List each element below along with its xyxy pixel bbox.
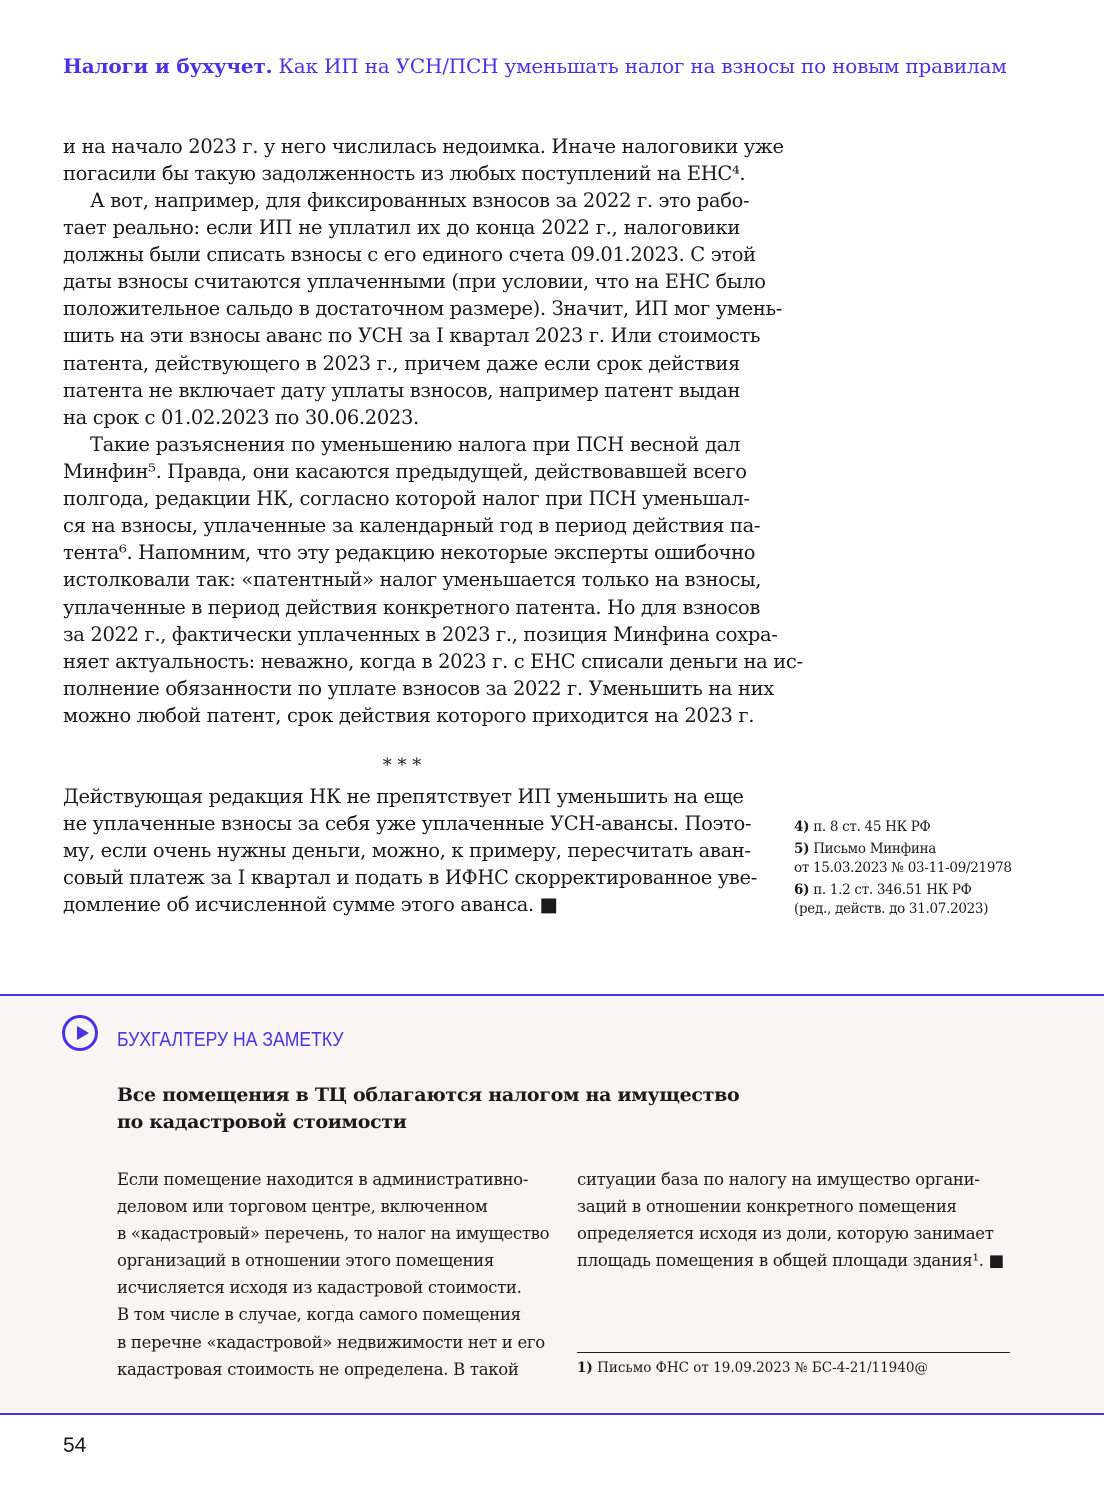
text-line: Действующая редакция НК не препятствует ИП уменьшить на еще <box>63 785 744 808</box>
text-line: определяется исходя из доли, которую занимает <box>577 1224 994 1244</box>
footnote-text: Письмо Минфина <box>813 841 937 857</box>
footnote-number: 1) <box>577 1360 593 1376</box>
text-line: в перечне «кадастровой» недвижимости нет и его <box>117 1332 545 1352</box>
footnote-text: (ред., действ. до 31.07.2023) <box>794 901 989 917</box>
paragraph-4 <box>63 783 757 918</box>
text-line: ситуации база по налогу на имущество органи- <box>577 1170 980 1189</box>
box-column-left <box>117 1166 557 1383</box>
footnote-divider <box>577 1352 1010 1353</box>
text-line: не уплаченные взносы за себя уже уплаченные УСН-авансы. Поэто- <box>63 812 752 836</box>
text-line: в «кадастровый» перечень, то налог на имущество <box>117 1224 550 1244</box>
section-separator: * * * <box>382 755 422 776</box>
box-footnote <box>577 1360 928 1376</box>
text-line: даты взносы считаются уплаченными (при условии, что на ЕНС было <box>63 270 766 294</box>
box-title-line: по кадастровой стоимости <box>117 1111 407 1133</box>
text-line: можно любой патент, срок действия которого приходится на 2023 г. <box>63 703 755 727</box>
box-rubric: БУХГАЛТЕРУ НА ЗАМЕТКУ <box>117 1029 344 1051</box>
text-line: кадастровая стоимость не определена. В такой <box>117 1359 519 1379</box>
text-line: Такие разъяснения по уменьшению налога при ПСН весной дал <box>90 433 740 456</box>
running-header <box>63 54 1007 78</box>
box-title-line: Все помещения в ТЦ облагаются налогом на имущество <box>117 1084 740 1106</box>
text-line: заций в отношении конкретного помещения <box>577 1197 957 1217</box>
text-line: патента не включает дату уплаты взносов, например патент выдан <box>63 378 741 402</box>
text-line: Минфин⁵. Правда, они касаются предыдущей, действовавшей всего <box>63 460 747 484</box>
text-line: и на начало 2023 г. у него числилась недоимка. Иначе налоговики уже <box>63 135 784 158</box>
text-line: должны были списать взносы с его единого счета 09.01.2023. С этой <box>63 243 756 267</box>
paragraph-2 <box>63 187 783 431</box>
paragraph-3 <box>63 431 803 729</box>
article-title: Как ИП на УСН/ПСН уменьшать налог на взносы по новым правилам <box>278 54 1007 78</box>
play-circle-icon <box>62 1015 98 1051</box>
text-line: шить на эти взносы аванс по УСН за I квартал 2023 г. Или стоимость <box>63 324 761 348</box>
text-line: му, если очень нужны деньги, можно, к примеру, пересчитать аван- <box>63 839 751 863</box>
text-line: совый платеж за I квартал и подать в ИФНС скорректированное уве- <box>63 866 757 890</box>
text-line: полнение обязанности по уплате взносов за 2022 г. Уменьшить на них <box>63 676 774 700</box>
text-line: организаций в отношении этого помещения <box>117 1251 494 1271</box>
footnote-5 <box>794 840 1012 878</box>
text-line: тает реально: если ИП не уплатил их до конца 2022 г., налоговики <box>63 216 740 240</box>
text-line: А вот, например, для фиксированных взносов за 2022 г. это рабо- <box>90 189 750 212</box>
text-line: исчисляется исходя из кадастровой стоимости. <box>117 1278 522 1298</box>
text-line: патента, действующего в 2023 г., причем даже если срок действия <box>63 351 740 375</box>
text-line: тента⁶. Напомним, что эту редакцию некоторые эксперты ошибочно <box>63 541 756 565</box>
text-line: В том числе в случае, когда самого помещения <box>117 1305 521 1325</box>
footnote-number: 5) <box>794 841 810 857</box>
text-line: на срок с 01.02.2023 по 30.06.2023. <box>63 405 419 429</box>
footnote-number: 6) <box>794 882 810 898</box>
footnotes <box>794 818 1012 922</box>
text-line: няет актуальность: неважно, когда в 2023 г. с ЕНС списали деньги на ис- <box>63 649 803 673</box>
box-column-right <box>577 1166 1017 1274</box>
footnote-4 <box>794 818 1012 837</box>
text-line: положительное сальдо в достаточном размере). Значит, ИП мог умень- <box>63 297 783 321</box>
footnote-6 <box>794 881 1012 919</box>
text-line: за 2022 г., фактически уплаченных в 2023 г., позиция Минфина сохра- <box>63 622 778 646</box>
footnote-text: п. 1.2 ст. 346.51 НК РФ <box>813 882 972 898</box>
section-name: Налоги и бухучет. <box>63 54 273 78</box>
footnote-text: Письмо ФНС от 19.09.2023 № БС-4-21/11940@ <box>597 1360 928 1376</box>
box-title <box>117 1082 739 1136</box>
accountant-note-box <box>0 994 1104 1415</box>
page-number: 54 <box>63 1434 87 1457</box>
text-line: площадь помещения в общей площади здания¹. ■ <box>577 1251 1004 1271</box>
text-line: истолковали так: «патентный» налог уменьшается только на взносы, <box>63 568 762 592</box>
text-line: ся на взносы, уплаченные за календарный год в период действия па- <box>63 514 761 538</box>
text-line: домление об исчисленной сумме этого аванса. ■ <box>63 893 558 917</box>
text-line: полгода, редакции НК, согласно которой налог при ПСН уменьшал- <box>63 487 750 511</box>
text-line: погасили бы такую задолженность из любых поступлений на ЕНС⁴. <box>63 162 746 186</box>
footnote-text: от 15.03.2023 № 03-11-09/21978 <box>794 860 1012 876</box>
footnote-number: 4) <box>794 819 810 835</box>
text-line: уплаченные в период действия конкретного патента. Но для взносов <box>63 595 761 619</box>
text-line: Если помещение находится в административно- <box>117 1170 529 1189</box>
paragraph-1 <box>63 133 784 187</box>
footnote-text: п. 8 ст. 45 НК РФ <box>813 819 931 835</box>
text-line: деловом или торговом центре, включенном <box>117 1197 488 1217</box>
